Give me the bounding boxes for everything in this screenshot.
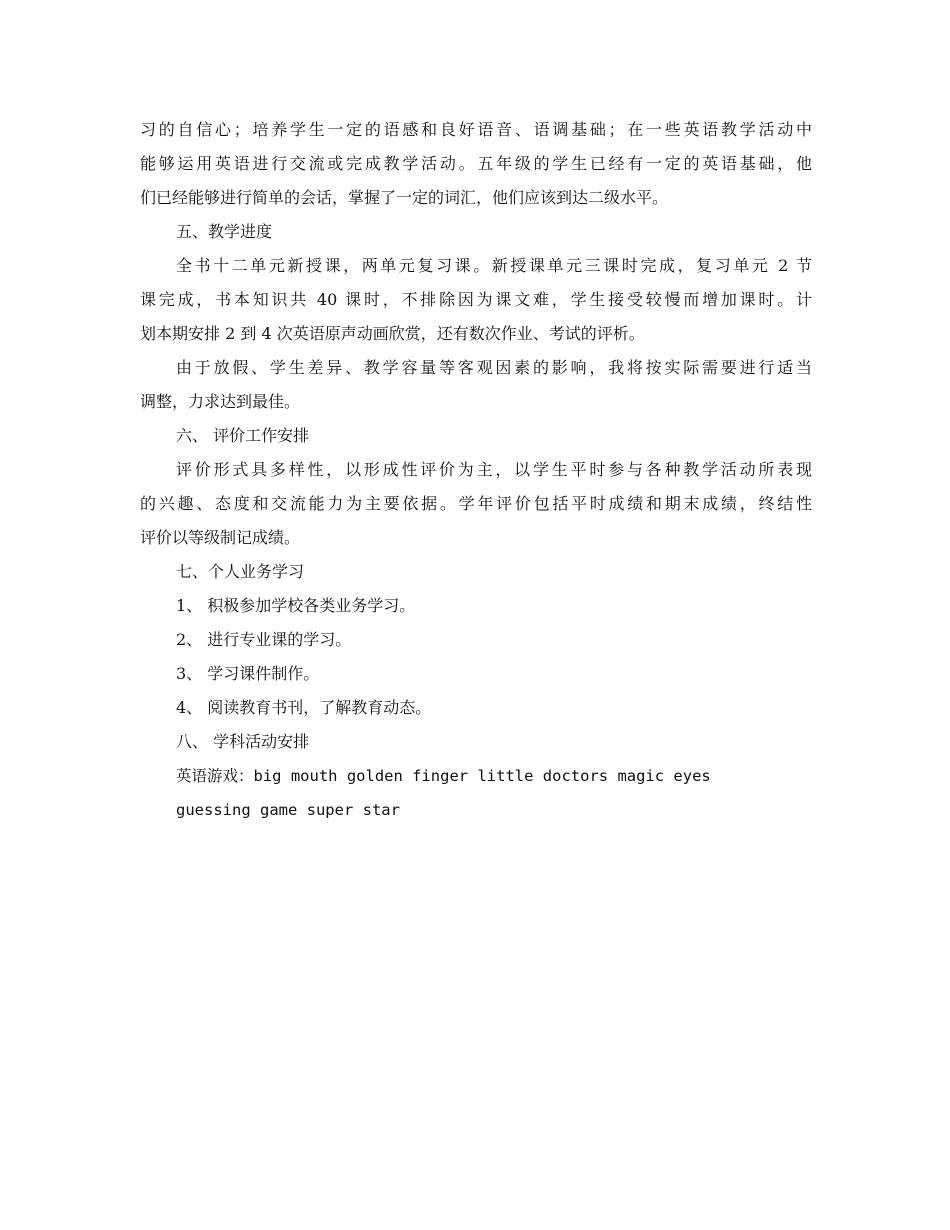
list-item: 1、 积极参加学校各类业务学习。 <box>176 596 416 615</box>
section-6-para-line-3: 评价以等级制记成绩。 <box>140 528 301 547</box>
section-5-para2-line-2: 调整，力求达到最佳。 <box>140 392 301 411</box>
intro-line-3: 们已经能够进行简单的会话，掌握了一定的词汇，他们应该到达二级水平。 <box>140 188 669 207</box>
document-page <box>140 113 812 827</box>
section-5-para1-line-1: 全书十二单元新授课，两单元复习课。新授课单元三课时完成，复习单元 2 节 <box>176 256 812 275</box>
section-6-heading: 六、 评价工作安排 <box>176 426 310 445</box>
intro-line-1: 习的自信心；培养学生一定的语感和良好语音、语调基础；在一些英语教学活动中 <box>140 120 812 139</box>
section-6-para-line-2: 的兴趣、态度和交流能力为主要依据。学年评价包括平时成绩和期末成绩，终结性 <box>140 494 812 513</box>
section-5-heading: 五、教学进度 <box>176 222 273 241</box>
games-line-2: guessing game super star <box>176 801 400 819</box>
section-8-heading: 八、 学科活动安排 <box>176 732 310 751</box>
list-item: 2、 进行专业课的学习。 <box>176 630 352 649</box>
section-5-para1-line-2: 课完成，书本知识共 40 课时，不排除因为课文难，学生接受较慢而增加课时。计 <box>140 290 812 309</box>
section-5-para1-line-3: 划本期安排 2 到 4 次英语原声动画欣赏，还有数次作业、考试的评析。 <box>140 324 645 343</box>
list-item: 4、 阅读教育书刊，了解教育动态。 <box>176 698 432 717</box>
section-6-para-line-1: 评价形式具多样性，以形成性评价为主，以学生平时参与各种教学活动所表现 <box>176 460 812 479</box>
section-7-heading: 七、个人业务学习 <box>176 562 305 581</box>
list-item: 3、 学习课件制作。 <box>176 664 320 683</box>
intro-line-2: 能够运用英语进行交流或完成教学活动。五年级的学生已经有一定的英语基础，他 <box>140 154 812 173</box>
section-5-para2-line-1: 由于放假、学生差异、教学容量等客观因素的影响，我将按实际需要进行适当 <box>176 358 812 377</box>
games-line-1: 英语游戏：big mouth golden finger little doctors magic eyes <box>176 767 711 785</box>
